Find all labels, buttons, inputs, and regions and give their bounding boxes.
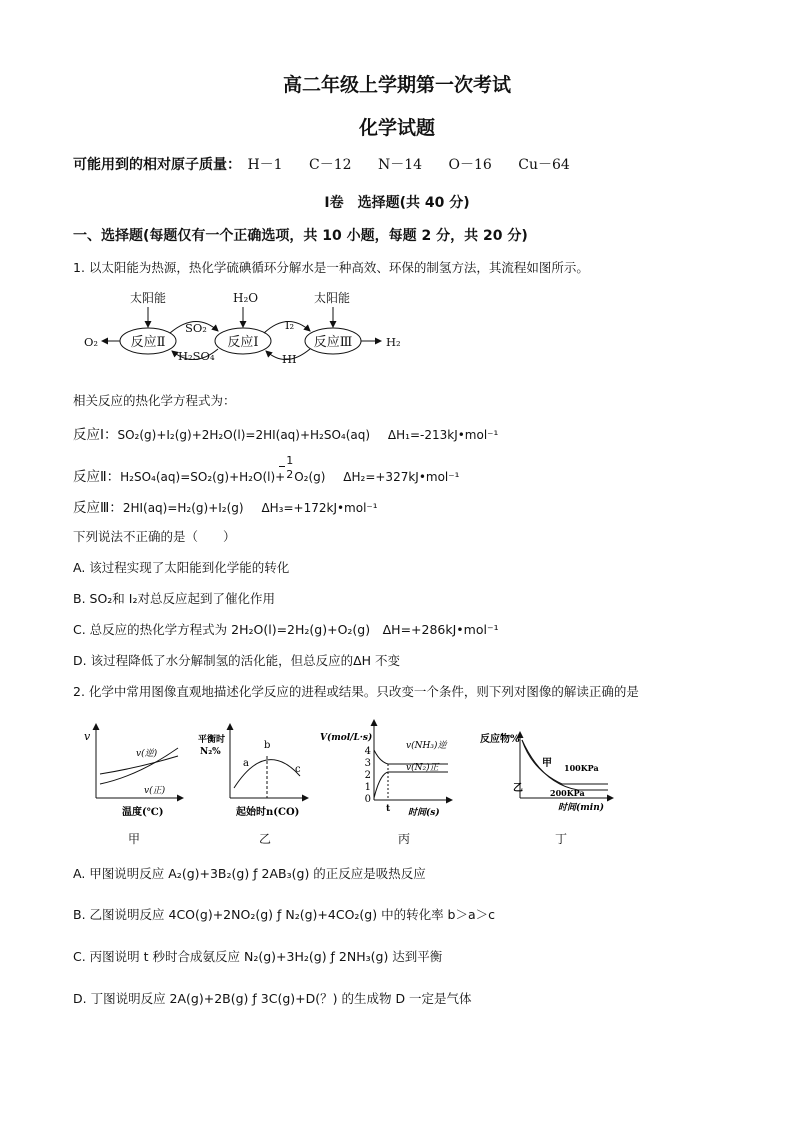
caption-bing: 丙 xyxy=(398,832,411,846)
q1-equation-2 xyxy=(73,454,460,485)
q2-option-b: B. 乙图说明反应 4CO(g)+2NO₂(g) ƒ N₂(g)+4CO₂(g) 中的转化率 b＞a＞c xyxy=(73,907,496,922)
eq2-fraction-numerator: 1 xyxy=(286,454,294,467)
jia-x-label: 温度(℃) xyxy=(122,807,164,818)
bing-t-label: t xyxy=(386,804,391,814)
eq2-fraction-bar xyxy=(279,466,285,467)
eq1-label: 反应Ⅰ： xyxy=(73,427,118,443)
q1-stem: 1. 以太阳能为热源，热化学硫碘循环分解水是一种高效、环保的制氢方法，其流程如图所示。 xyxy=(73,260,589,275)
h2-label: H₂ xyxy=(386,335,401,349)
bing-curve-nh3-reverse xyxy=(374,750,448,764)
yi-y-label-2: N₂% xyxy=(200,747,221,757)
eq1-enthalpy: ΔH₁=-213kJ•mol⁻¹ xyxy=(387,428,499,442)
volume-heading: Ⅰ卷 选择题(共 40 分) xyxy=(324,195,470,211)
bing-tick-2: 2 xyxy=(364,770,371,781)
bing-x-label: 时间(s) xyxy=(408,808,440,818)
reaction-1-label: 反应Ⅰ xyxy=(227,335,259,350)
q2-option-c: C. 丙图说明 t 秒时合成氨反应 N₂(g)+3H₂(g) ƒ 2NH₃(g) 达到平衡 xyxy=(73,949,443,964)
mass-c: C－12 xyxy=(309,157,352,173)
eq2-fraction xyxy=(285,454,294,481)
bing-tick-3: 3 xyxy=(364,758,371,769)
yi-point-b: b xyxy=(264,740,271,751)
yi-point-c: c xyxy=(295,764,301,775)
mass-cu: Cu－64 xyxy=(518,157,570,173)
o2-label: O₂ xyxy=(84,335,99,349)
ding-label-yi: 乙 xyxy=(513,783,523,794)
mass-h: H－1 xyxy=(247,157,283,173)
water-label: H₂O xyxy=(233,291,259,305)
i2-label: I₂ xyxy=(285,318,295,332)
ding-y-label: 反应物% xyxy=(480,734,520,745)
bing-tick-0: 0 xyxy=(364,794,371,805)
q1-option-c: C. 总反应的热化学方程式为 2H₂O(l)=2H₂(g)+O₂(g) ΔH=+286kJ•mol⁻¹ xyxy=(73,622,499,637)
exam-title: 高二年级上学期第一次考试 xyxy=(282,74,511,96)
jia-y-label: v xyxy=(84,730,91,743)
bing-label-nh3: v(NH₃)逆 xyxy=(406,741,447,751)
eq3-label: 反应Ⅲ： xyxy=(73,500,123,516)
eq2-fraction-denominator: 2 xyxy=(286,468,294,481)
eq2-enthalpy: ΔH₂=+327kJ•mol⁻¹ xyxy=(343,470,460,484)
eq2-formula-b: O₂(g) xyxy=(294,470,326,484)
caption-ding: 丁 xyxy=(555,832,568,846)
bing-tick-4: 4 xyxy=(364,746,371,757)
ding-x-label: 时间(min) xyxy=(558,803,605,813)
eq1-formula: SO₂(g)+I₂(g)+2H₂O(l)=2HI(aq)+H₂SO₄(aq) xyxy=(117,428,371,442)
eq3-enthalpy: ΔH₃=+172kJ•mol⁻¹ xyxy=(261,501,378,515)
eq3-formula: 2HI(aq)=H₂(g)+I₂(g) xyxy=(122,501,244,515)
q1-option-a: A. 该过程实现了太阳能到化学能的转化 xyxy=(73,560,290,575)
section-heading: 一、选择题(每题仅有一个正确选项，共 10 小题，每题 2 分，共 20 分) xyxy=(73,228,528,244)
yi-x-label: 起始时n(CO) xyxy=(236,807,300,818)
q1-intro: 相关反应的热化学方程式为： xyxy=(73,393,236,408)
ding-pressure-100: 100KPa xyxy=(564,763,599,773)
solar-energy-label-2: 太阳能 xyxy=(314,291,351,305)
so2-label: SO₂ xyxy=(185,321,207,335)
caption-jia: 甲 xyxy=(128,832,141,846)
caption-yi: 乙 xyxy=(259,832,272,846)
hi-label: HI xyxy=(282,352,297,365)
jia-label-forward: v(正) xyxy=(144,786,166,796)
atomic-masses-label: 可能用到的相对原子质量： xyxy=(73,157,241,173)
q2-option-d: D. 丁图说明反应 2A(g)+2B(g) ƒ 3C(g)+D(？) 的生成物 D 一定是气体 xyxy=(73,991,472,1006)
ding-label-jia: 甲 xyxy=(542,758,552,769)
jia-label-reverse: v(逆) xyxy=(136,749,158,759)
q1-ask: 下列说法不正确的是（ ） xyxy=(73,529,236,544)
exam-subtitle: 化学试题 xyxy=(358,117,435,139)
ding-pressure-200: 200KPa xyxy=(550,788,585,798)
eq2-formula-a: H₂SO₄(aq)=SO₂(g)+H₂O(l)+ xyxy=(120,470,286,484)
q2-stem: 2. 化学中常用图像直观地描述化学反应的进程或结果。只改变一个条件，则下列对图像的解读正确的是 xyxy=(73,684,639,699)
mass-n: N－14 xyxy=(378,157,423,173)
q1-equation-3 xyxy=(73,496,378,516)
chart-jia xyxy=(78,718,188,823)
chart-yi xyxy=(196,718,311,823)
bing-y-label: V(mol/L·s) xyxy=(320,733,373,743)
bing-label-n2: v(N₂)正 xyxy=(406,763,439,773)
bing-tick-1: 1 xyxy=(364,782,371,793)
chart-bing xyxy=(320,712,460,820)
q1-flow-diagram xyxy=(78,285,408,365)
reaction-3-label: 反应Ⅲ xyxy=(313,335,353,350)
atomic-masses-line xyxy=(73,154,570,174)
yi-y-label-1: 平衡时 xyxy=(198,735,226,745)
reaction-2-label: 反应Ⅱ xyxy=(130,335,166,350)
q1-equation-1 xyxy=(73,423,498,443)
h2so4-label: H₂SO₄ xyxy=(178,349,215,363)
q1-option-d: D. 该过程降低了水分解制氢的活化能，但总反应的ΔH 不变 xyxy=(73,653,400,668)
mass-o: O－16 xyxy=(448,157,492,173)
bing-curve-n2-forward xyxy=(374,772,448,798)
chart-ding xyxy=(478,718,618,823)
q2-option-a: A. 甲图说明反应 A₂(g)+3B₂(g) ƒ 2AB₃(g) 的正反应是吸热反应 xyxy=(73,866,426,881)
eq2-label: 反应Ⅱ： xyxy=(73,469,121,485)
solar-energy-label-1: 太阳能 xyxy=(130,291,167,305)
q1-option-b: B. SO₂和 I₂对总反应起到了催化作用 xyxy=(73,591,275,606)
yi-point-a: a xyxy=(243,758,249,769)
